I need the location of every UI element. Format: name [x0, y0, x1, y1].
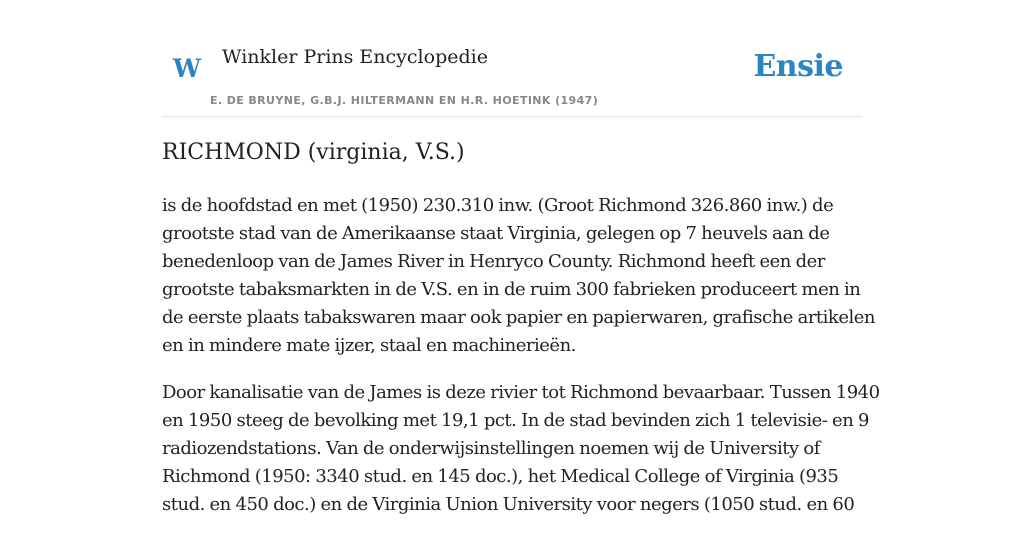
- winkler-prins-logo-icon[interactable]: W: [173, 54, 202, 83]
- paragraph-line: stud. en 450 doc.) en de Virginia Union University voor negers (1050 stud. en 60: [162, 494, 855, 515]
- article-paragraph-2: [162, 379, 880, 519]
- article-title: RICHMOND (virginia, V.S.): [162, 140, 465, 165]
- paragraph-line: en 1950 steeg de bevolking met 19,1 pct. In de stad bevinden zich 1 televisie- en 9: [162, 410, 869, 431]
- article-paragraph-1: [162, 192, 875, 360]
- paragraph-line: Door kanalisatie van de James is deze rivier tot Richmond bevaarbaar. Tussen 1940: [162, 382, 880, 403]
- site-header: [162, 0, 862, 117]
- ensie-brand-logo[interactable]: Ensie: [753, 49, 843, 84]
- paragraph-line: benedenloop van de James River in Henryco County. Richmond heeft een der: [162, 251, 825, 272]
- book-title[interactable]: Winkler Prins Encyclopedie: [222, 46, 488, 68]
- paragraph-line: grootste stad van de Amerikaanse staat Virginia, gelegen op 7 heuvels aan de: [162, 223, 830, 244]
- paragraph-line: is de hoofdstad en met (1950) 230.310 inw. (Groot Richmond 326.860 inw.) de: [162, 195, 834, 216]
- paragraph-line: grootste tabaksmarkten in de V.S. en in de ruim 300 fabrieken produceert men in: [162, 279, 861, 300]
- paragraph-line: radiozendstations. Van de onderwijsinstellingen noemen wij de University of: [162, 438, 820, 459]
- paragraph-line: de eerste plaats tabakswaren maar ook papier en papierwaren, grafische artikelen: [162, 307, 875, 328]
- paragraph-line: Richmond (1950: 3340 stud. en 145 doc.), het Medical College of Virginia (935: [162, 466, 839, 487]
- authors-line: E. DE BRUYNE, G.B.J. HILTERMANN EN H.R. HOETINK (1947): [210, 94, 599, 107]
- article-body: [162, 192, 880, 538]
- paragraph-line: en in mindere mate ijzer, staal en machinerieën.: [162, 335, 576, 356]
